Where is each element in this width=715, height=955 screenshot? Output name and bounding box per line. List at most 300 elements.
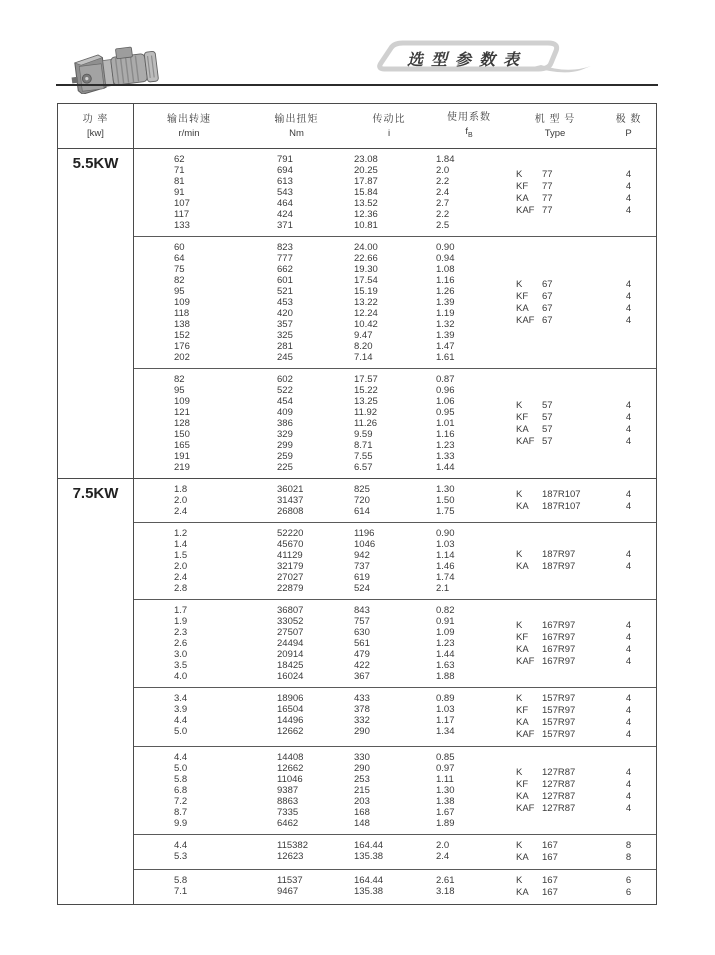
value-cell: 281 [277, 341, 293, 352]
type-size: 57 [542, 423, 553, 435]
type-prefix: KA [516, 423, 529, 435]
torque-column [244, 154, 349, 231]
type-size: 167 [542, 852, 558, 863]
type-column [509, 528, 601, 594]
speed-column [134, 875, 244, 899]
value-cell: 1.33 [436, 451, 455, 462]
type-prefix: KAF [516, 729, 535, 740]
type-prefix: K [516, 488, 523, 500]
type-size: 127R87 [542, 802, 576, 814]
value-cell: 5.0 [174, 763, 188, 774]
value-cell: 2.0 [436, 840, 450, 851]
value-cell: 14496 [277, 715, 304, 726]
type-cell [516, 803, 601, 815]
type-prefix: KF [516, 705, 529, 716]
type-prefix: KA [516, 852, 529, 863]
value-cell: 62 [174, 154, 185, 165]
value-cell: 164.44 [354, 875, 384, 886]
ratio-group [134, 746, 656, 834]
value-cell: 7335 [277, 807, 299, 818]
value-cell: 1196 [354, 528, 375, 539]
type-prefix: K [516, 619, 523, 631]
type-size: 127R87 [542, 766, 576, 778]
poles-column [601, 242, 656, 363]
value-cell: 1.03 [436, 539, 455, 550]
speed-column [134, 242, 244, 363]
poles-column [601, 154, 656, 231]
value-cell: 3.0 [174, 649, 188, 660]
type-size: 77 [542, 192, 553, 204]
value-cell: 2.4 [174, 506, 188, 517]
ratio-column [349, 752, 429, 829]
table-body [58, 149, 656, 904]
value-cell: 1.8 [174, 484, 188, 495]
value-cell: 1.03 [436, 704, 455, 715]
value-cell: 1.46 [436, 561, 455, 572]
value-cell: 325 [277, 330, 293, 341]
type-cell [516, 489, 601, 501]
value-cell: 1.14 [436, 550, 455, 561]
value-cell: 0.82 [436, 605, 455, 616]
type-cell [516, 205, 601, 217]
value-cell: 5.8 [174, 875, 188, 886]
type-cell [516, 887, 601, 899]
ratio-group [134, 368, 656, 478]
value-cell: 17.87 [354, 176, 378, 187]
value-cell: 0.95 [436, 407, 455, 418]
value-cell: 0.89 [436, 693, 455, 704]
value-cell: 1.17 [436, 715, 455, 726]
value-cell: 31437 [277, 495, 304, 506]
value-cell: 1.39 [436, 330, 455, 341]
type-size: 157R97 [542, 717, 576, 728]
value-cell: 2.4 [174, 572, 188, 583]
type-cell [516, 632, 601, 644]
value-cell: 2.4 [436, 851, 450, 862]
value-cell: 12.24 [354, 308, 378, 319]
type-cell [516, 412, 601, 424]
poles-cell: 4 [625, 180, 632, 192]
type-cell [516, 400, 601, 412]
value-cell: 22.66 [354, 253, 378, 264]
value-cell: 117 [174, 209, 190, 220]
value-cell: 191 [174, 451, 190, 462]
ratio-column [349, 242, 429, 363]
value-cell: 1.84 [436, 154, 455, 165]
value-cell: 135.38 [354, 886, 384, 897]
type-cell [516, 181, 601, 193]
poles-cell: 4 [625, 423, 632, 435]
value-cell: 253 [354, 774, 370, 785]
type-prefix: KAF [516, 802, 535, 814]
ratio-group [134, 236, 656, 368]
value-cell: 0.90 [436, 528, 455, 539]
selection-parameter-table [57, 103, 657, 905]
type-prefix: KAF [516, 655, 535, 667]
type-size: 67 [542, 314, 553, 326]
value-cell: 13.25 [354, 396, 378, 407]
value-cell: 11537 [277, 875, 303, 886]
value-cell: 843 [354, 605, 370, 616]
value-cell: 1.23 [436, 638, 455, 649]
value-cell: 1.09 [436, 627, 455, 638]
type-prefix: KAF [516, 314, 535, 326]
speed-column [134, 374, 244, 473]
ratio-column [349, 840, 429, 864]
value-cell: 2.7 [436, 198, 450, 209]
value-cell: 2.0 [436, 165, 450, 176]
type-prefix: K [516, 766, 523, 778]
value-cell: 299 [277, 440, 293, 451]
col-header-ratio-cn: 传动比 [372, 113, 406, 125]
value-cell: 36021 [277, 484, 304, 495]
type-cell [516, 644, 601, 656]
type-cell [516, 303, 601, 315]
value-cell: 115382 [277, 840, 308, 851]
value-cell: 109 [174, 297, 190, 308]
type-cell [516, 501, 601, 513]
value-cell: 386 [277, 418, 293, 429]
ratio-column [349, 374, 429, 473]
value-cell: 41129 [277, 550, 303, 561]
value-cell: 7.1 [174, 886, 188, 897]
type-prefix: KAF [516, 435, 535, 447]
type-size: 157R97 [542, 729, 576, 740]
value-cell: 60 [174, 242, 185, 253]
value-cell: 330 [354, 752, 370, 763]
value-cell: 20.25 [354, 165, 378, 176]
type-size: 77 [542, 168, 553, 180]
col-header-speed [134, 104, 244, 148]
value-cell: 1.75 [436, 506, 455, 517]
table-header-columns [134, 104, 656, 148]
value-cell: 6.8 [174, 785, 188, 796]
poles-cell: 4 [625, 705, 632, 716]
value-cell: 1.01 [436, 418, 455, 429]
poles-cell: 4 [625, 500, 632, 512]
value-cell: 15.84 [354, 187, 378, 198]
type-cell [516, 424, 601, 436]
type-size: 167R97 [542, 655, 576, 667]
poles-column [601, 752, 656, 829]
poles-cell: 4 [625, 655, 632, 667]
factor-column [429, 242, 509, 363]
value-cell: 942 [354, 550, 370, 561]
ratio-column [349, 528, 429, 594]
type-size: 157R97 [542, 705, 576, 716]
value-cell: 823 [277, 242, 293, 253]
type-column [509, 693, 601, 741]
speed-column [134, 752, 244, 829]
value-cell: 3.4 [174, 693, 188, 704]
type-prefix: KF [516, 411, 529, 423]
value-cell: 33052 [277, 616, 304, 627]
type-cell [516, 729, 601, 741]
value-cell: 109 [174, 396, 190, 407]
value-cell: 11.92 [354, 407, 378, 418]
type-cell [516, 705, 601, 717]
value-cell: 16504 [277, 704, 304, 715]
poles-cell: 4 [625, 488, 632, 500]
value-cell: 1.38 [436, 796, 455, 807]
value-cell: 135.38 [354, 851, 384, 862]
value-cell: 2.0 [174, 561, 188, 572]
value-cell: 4.4 [174, 715, 188, 726]
type-size: 57 [542, 411, 553, 423]
poles-column [601, 374, 656, 473]
value-cell: 7.14 [354, 352, 373, 363]
value-cell: 543 [277, 187, 293, 198]
value-cell: 1.39 [436, 297, 455, 308]
value-cell: 12623 [277, 851, 304, 862]
ratio-group [134, 599, 656, 687]
value-cell: 2.6 [174, 638, 188, 649]
poles-cell: 4 [625, 290, 632, 302]
torque-column [244, 875, 349, 899]
ratio-column [349, 693, 429, 741]
value-cell: 20914 [277, 649, 304, 660]
value-cell: 64 [174, 253, 185, 264]
type-prefix: KF [516, 180, 529, 192]
value-cell: 409 [277, 407, 293, 418]
value-cell: 11046 [277, 774, 303, 785]
value-cell: 630 [354, 627, 370, 638]
factor-column [429, 484, 509, 517]
value-cell: 2.0 [174, 495, 188, 506]
value-cell: 602 [277, 374, 293, 385]
poles-cell: 4 [625, 802, 632, 814]
type-cell [516, 779, 601, 791]
type-cell [516, 315, 601, 327]
factor-column [429, 605, 509, 682]
type-column [509, 154, 601, 231]
value-cell: 777 [277, 253, 293, 264]
power-section [58, 478, 656, 904]
value-cell: 2.3 [174, 627, 188, 638]
value-cell: 164.44 [354, 840, 384, 851]
value-cell: 128 [174, 418, 190, 429]
torque-column [244, 484, 349, 517]
poles-cell: 4 [625, 643, 632, 655]
poles-cell: 4 [625, 778, 632, 790]
value-cell: 1046 [354, 539, 376, 550]
value-cell: 1.32 [436, 319, 455, 330]
type-size: 187R107 [542, 500, 581, 512]
speed-column [134, 840, 244, 864]
type-cell [516, 767, 601, 779]
value-cell: 1.44 [436, 462, 455, 473]
col-header-factor-unit: $f_B$ [465, 125, 473, 139]
ratio-column [349, 875, 429, 899]
gear-motor-image [70, 46, 162, 94]
gear-motor-icon [70, 46, 162, 94]
value-cell: 3.5 [174, 660, 188, 671]
value-cell: 9.47 [354, 330, 373, 341]
poles-cell: 4 [625, 411, 632, 423]
poles-cell: 4 [625, 717, 632, 728]
value-cell: 8863 [277, 796, 299, 807]
value-cell: 81 [174, 176, 185, 187]
value-cell: 8.7 [174, 807, 188, 818]
col-header-type-cn: 机 型 号 [534, 113, 576, 125]
col-header-power-unit: [kw] [87, 127, 104, 139]
col-header-poles [601, 104, 656, 148]
group-list [134, 479, 656, 904]
value-cell: 1.11 [436, 774, 454, 785]
poles-cell: 6 [625, 887, 632, 898]
value-cell: 75 [174, 264, 185, 275]
type-cell [516, 436, 601, 448]
col-header-poles-unit: P [625, 127, 632, 139]
value-cell: 0.87 [436, 374, 455, 385]
value-cell: 1.34 [436, 726, 455, 737]
poles-column [601, 528, 656, 594]
value-cell: 18906 [277, 693, 304, 704]
value-cell: 36807 [277, 605, 304, 616]
poles-cell: 4 [625, 729, 632, 740]
value-cell: 9467 [277, 886, 299, 897]
value-cell: 203 [354, 796, 370, 807]
type-size: 127R87 [542, 790, 576, 802]
col-header-torque-unit: Nm [289, 127, 304, 139]
type-prefix: KAF [516, 204, 535, 216]
speed-column [134, 693, 244, 741]
ratio-group [134, 522, 656, 599]
value-cell: 1.88 [436, 671, 455, 682]
poles-cell: 6 [625, 875, 632, 886]
type-size: 57 [542, 399, 553, 411]
value-cell: 6462 [277, 818, 299, 829]
type-size: 187R107 [542, 488, 581, 500]
value-cell: 1.19 [436, 308, 455, 319]
header-rule [56, 84, 658, 86]
power-label: 5.5KW [58, 149, 134, 478]
value-cell: 454 [277, 396, 293, 407]
poles-cell: 4 [625, 619, 632, 631]
type-prefix: KA [516, 643, 529, 655]
value-cell: 15.19 [354, 286, 378, 297]
value-cell: 2.8 [174, 583, 188, 594]
value-cell: 1.30 [436, 785, 455, 796]
value-cell: 0.91 [436, 616, 455, 627]
value-cell: 737 [354, 561, 370, 572]
value-cell: 8.20 [354, 341, 373, 352]
type-size: 77 [542, 180, 553, 192]
type-prefix: KA [516, 561, 529, 572]
value-cell: 7.55 [354, 451, 373, 462]
type-cell [516, 561, 601, 573]
type-size: 167 [542, 887, 558, 898]
value-cell: 118 [174, 308, 190, 319]
page-title: 选型参数表 [406, 52, 527, 69]
value-cell: 561 [354, 638, 370, 649]
type-size: 127R87 [542, 778, 576, 790]
type-cell [516, 169, 601, 181]
page-title-banner [363, 40, 613, 80]
col-header-ratio [349, 104, 429, 148]
value-cell: 4.0 [174, 671, 188, 682]
ratio-group [134, 869, 656, 904]
torque-column [244, 693, 349, 741]
type-size: 57 [542, 435, 553, 447]
type-prefix: K [516, 549, 523, 560]
type-cell [516, 791, 601, 803]
value-cell: 5.8 [174, 774, 188, 785]
value-cell: 91 [174, 187, 185, 198]
value-cell: 95 [174, 286, 185, 297]
value-cell: 12.36 [354, 209, 378, 220]
value-cell: 1.16 [436, 429, 455, 440]
value-cell: 9.59 [354, 429, 373, 440]
value-cell: 1.63 [436, 660, 455, 671]
poles-column [601, 875, 656, 899]
factor-column [429, 528, 509, 594]
type-size: 157R97 [542, 693, 576, 704]
poles-cell: 4 [625, 302, 632, 314]
value-cell: 82 [174, 374, 185, 385]
poles-column [601, 693, 656, 741]
type-cell [516, 840, 601, 852]
poles-cell: 4 [625, 790, 632, 802]
factor-column [429, 154, 509, 231]
col-header-power [58, 104, 134, 148]
value-cell: 378 [354, 704, 370, 715]
value-cell: 18425 [277, 660, 304, 671]
power-label: 7.5KW [58, 479, 134, 904]
speed-column [134, 605, 244, 682]
poles-cell: 4 [625, 314, 632, 326]
type-prefix: K [516, 399, 523, 411]
type-prefix: KA [516, 887, 529, 898]
ratio-group [134, 479, 656, 522]
type-column [509, 605, 601, 682]
type-prefix: KA [516, 192, 529, 204]
value-cell: 27507 [277, 627, 304, 638]
value-cell: 757 [354, 616, 370, 627]
factor-column [429, 752, 509, 829]
poles-cell: 4 [625, 549, 632, 560]
value-cell: 10.42 [354, 319, 378, 330]
value-cell: 152 [174, 330, 190, 341]
col-header-torque-cn: 输出扭矩 [274, 113, 319, 125]
factor-column [429, 875, 509, 899]
value-cell: 433 [354, 693, 370, 704]
value-cell: 5.3 [174, 851, 188, 862]
value-cell: 19.30 [354, 264, 378, 275]
type-cell [516, 279, 601, 291]
type-size: 67 [542, 302, 553, 314]
value-cell: 133 [174, 220, 190, 231]
type-cell [516, 693, 601, 705]
type-prefix: KA [516, 302, 529, 314]
type-prefix: KF [516, 290, 529, 302]
type-size: 167 [542, 840, 558, 851]
value-cell: 12662 [277, 763, 304, 774]
value-cell: 1.9 [174, 616, 188, 627]
type-prefix: KA [516, 790, 529, 802]
value-cell: 1.5 [174, 550, 188, 561]
type-size: 67 [542, 278, 553, 290]
type-prefix: K [516, 278, 523, 290]
value-cell: 332 [354, 715, 370, 726]
value-cell: 10.81 [354, 220, 378, 231]
torque-column [244, 840, 349, 864]
value-cell: 2.61 [436, 875, 455, 886]
value-cell: 1.74 [436, 572, 455, 583]
col-header-type [509, 104, 601, 148]
value-cell: 662 [277, 264, 293, 275]
value-cell: 168 [354, 807, 370, 818]
